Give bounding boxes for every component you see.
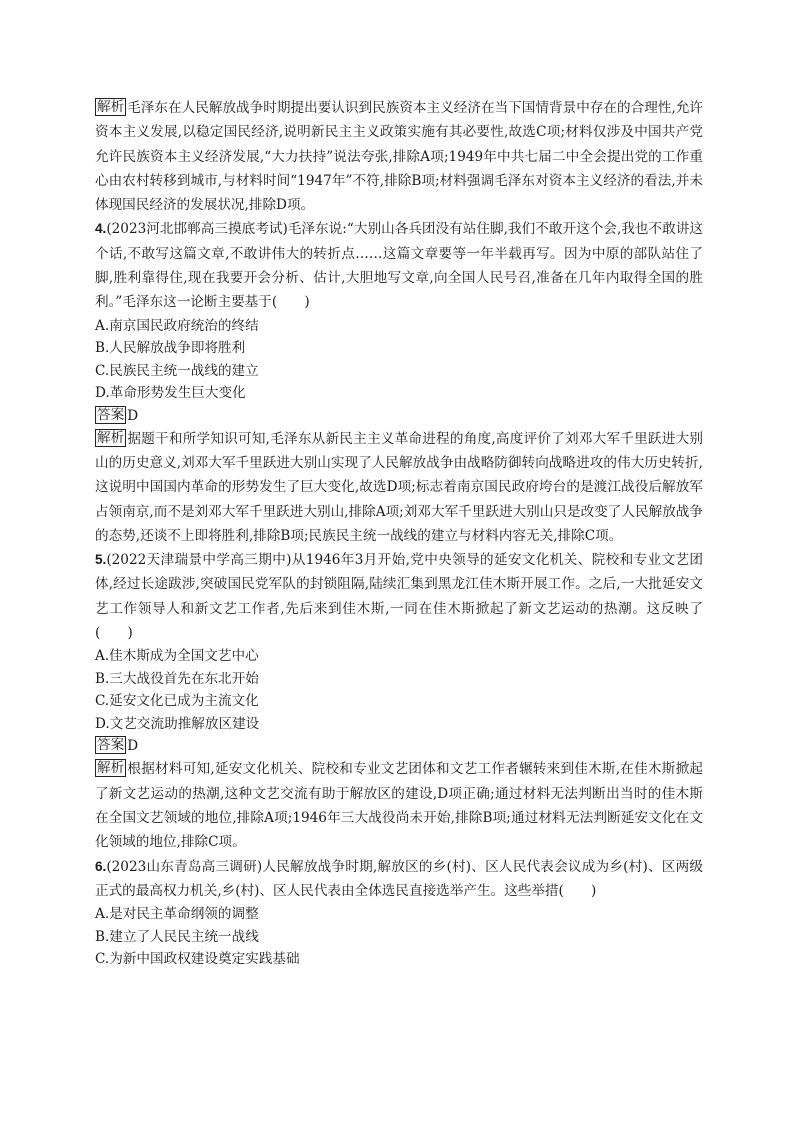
analysis-label: 解析: [97, 99, 125, 115]
analysis-label: 解析: [97, 760, 125, 777]
q3-analysis: [95, 96, 703, 217]
q4-analysis-text: 据题干和所学知识可知,毛泽东从新民主主义革命进程的角度,高度评价了刘邓大军千里跃进大别山的历史意义,刘邓大军千里跃进大别山实现了人民解放战争由战略防御转向战略进攻的伟大历史转折,这说明中国国内革命的形势发生了巨大变化,故选D项;标志着南京国民政府垮台的是渡江战役后解放军占领南京,而不是刘邓大军千里跃进大别山,排除A项;刘邓大军千里跃进大别山只是改变了人民解放战争的态势,还谈不上即将胜利,排除B项;民族民主统一战线的建立与材料内容无关,排除C项。: [95, 430, 703, 544]
q4-option-c: C.民族民主统一战线的建立: [95, 362, 259, 379]
q5-stem: [95, 548, 731, 645]
q5-answer: [95, 735, 703, 757]
q6-stem: [95, 855, 703, 904]
q6-option-a: A.是对民主革命纲领的调整: [95, 906, 259, 923]
q6-option-c: C.为新中国政权建设奠定实践基础: [95, 951, 300, 968]
q5-analysis-text: 根据材料可知,延安文化机关、院校和专业文艺团体和文艺工作者辗转来到佳木斯,在佳木斯掀起了新文艺运动的热潮,这种文艺交流有助于解放区的建设,D项正确;通过材料无法判断出当时的佳木斯在全国文艺领域的地位,排除A项;1946年三大战役尚未开始,排除B项;通过材料无法判断延安文化在文化领域的地位,排除C项。: [95, 761, 703, 851]
q5-option-b: B.三大战役首先在东北开始: [95, 670, 259, 687]
q4-answer-value: D: [127, 407, 139, 424]
q4-number: 4.: [95, 221, 107, 237]
q5-number: 5.: [95, 552, 107, 568]
q5-analysis: [95, 757, 703, 854]
q4-analysis: [95, 427, 703, 548]
q5-answer-value: D: [127, 738, 139, 755]
q4-stem: [95, 217, 703, 314]
q4-option-b: B.人民解放战争即将胜利: [95, 340, 246, 357]
q4-option-a: A.南京国民政府统治的终结: [95, 317, 259, 334]
q4-option-d: D.革命形势发生巨大变化: [95, 385, 246, 402]
answer-label: 答案: [97, 737, 125, 754]
q6-number: 6.: [95, 858, 107, 874]
page-content: [95, 96, 731, 971]
q5-stem-text: (2022天津瑞景中学高三期中)从1946年3月开始,党中央领导的延安文化机关、院校和专业文艺团体,经过长途跋涉,突破国民党军队的封锁阻隔,陆续汇集到黑龙江佳木斯开展工作。之后,一大批延安文艺工作领导人和新文艺工作者,先后来到佳木斯,一同在佳木斯掀起了新文艺运动的热潮。这反映了 ( ): [95, 552, 731, 642]
q5-option-d: D.文艺交流助推解放区建设: [95, 715, 260, 732]
q6-stem-text: (2023山东青岛高三调研)人民解放战争时期,解放区的乡(村)、区人民代表会议成为乡(村)、区两级正式的最高权力机关,乡(村)、区人民代表由全体选民直接选举产生。这些举措( ): [95, 858, 703, 899]
analysis-label: 解析: [97, 429, 125, 446]
q4-stem-text: (2023河北邯郸高三摸底考试)毛泽东说:“大别山各兵团没有站住脚,我们不敢开这个会,我也不敢讲这个话,不敢写这篇文章,不敢讲伟大的转折点……这篇文章要等一年半载再写。因为中原的部队站住了脚,胜利靠得住,现在我要开会分析、估计,大胆地写文章,向全国人民号召,准备在几年内取得全国的胜利。”毛泽东这一论断主要基于( ): [95, 221, 703, 311]
answer-label: 答案: [97, 406, 125, 423]
q4-answer: [95, 405, 703, 427]
q6-option-b: B.建立了人民民主统一战线: [95, 928, 259, 945]
q5-option-c: C.延安文化已成为主流文化: [95, 693, 259, 710]
q5-option-a: A.佳木斯成为全国文艺中心: [95, 648, 259, 665]
q3-analysis-text: 毛泽东在人民解放战争时期提出要认识到民族资本主义经济在当下国情背景中存在的合理性,允许资本主义发展,以稳定国民经济,说明新民主主义政策实施有其必要性,故选C项;材料仅涉及中国共产党允许民族资本主义经济发展,“大力扶持”说法夸张,排除A项;1949年中共七届二中全会提出党的工作重心由农村转移到城市,与材料时间“1947年”不符,排除B项;材料强调毛泽东对资本主义经济的看法,并未体现国民经济的发展状况,排除D项。: [95, 100, 703, 214]
